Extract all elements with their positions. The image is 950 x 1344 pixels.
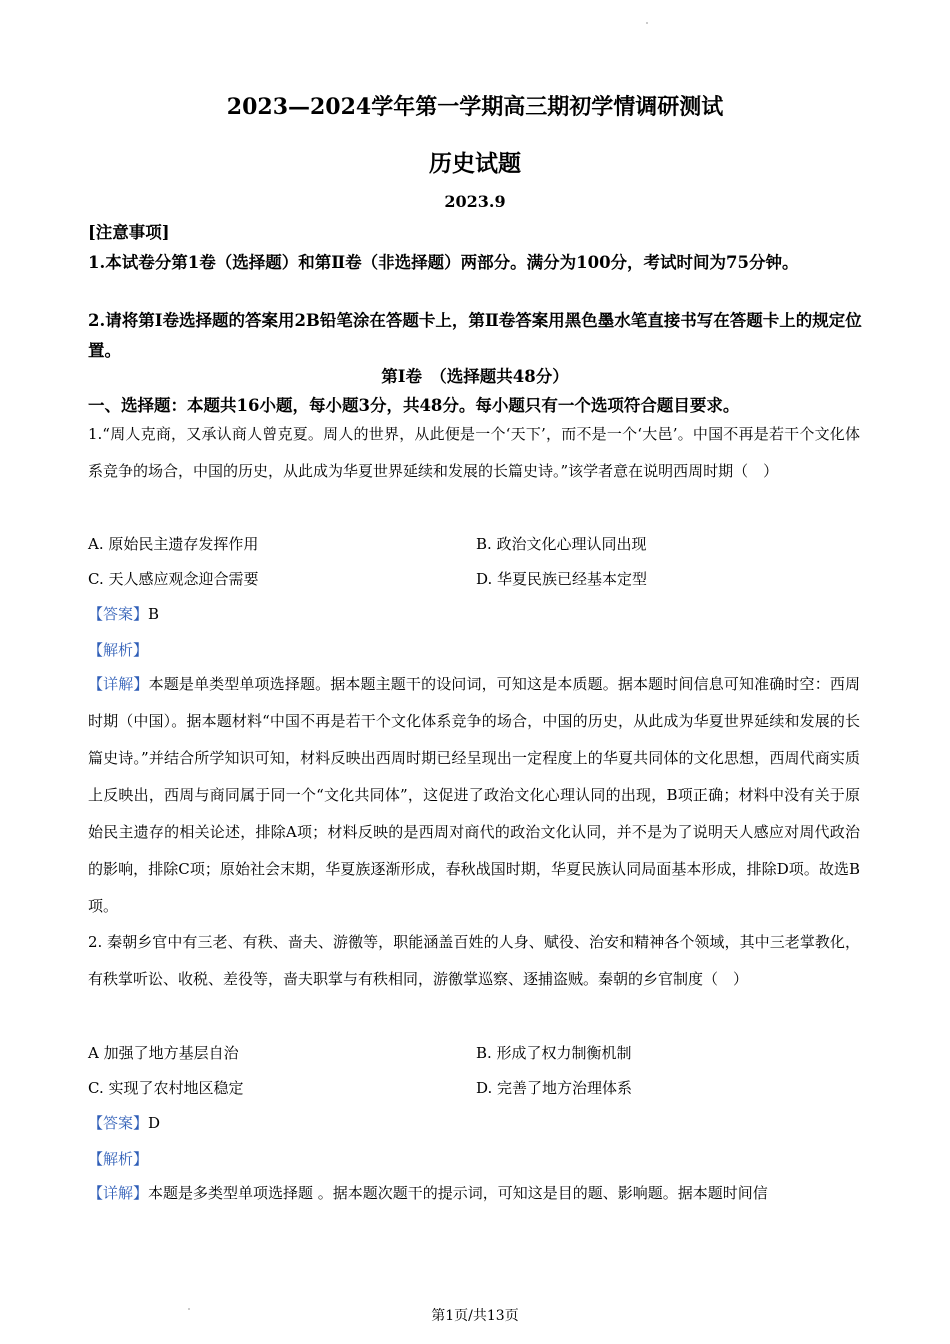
question-1-option-c: C. 天人感应观念迎合需要: [88, 570, 259, 588]
question-1-analysis: [88, 637, 148, 663]
answer-value: B: [148, 605, 160, 623]
question-2-detail: [88, 1175, 860, 1212]
detail-text: 本题是多类型单项选择题 。据本题次题干的提示词，可知这是目的题、影响题。据本题时间信: [148, 1184, 768, 1202]
exam-date: 2023.9: [444, 192, 506, 211]
question-1-option-d: D. 华夏民族已经基本定型: [476, 570, 648, 588]
notes-heading: [注意事项]: [88, 223, 170, 242]
section-instruction: 一、选择题：本题共16小题，每小题3分，共48分。每小题只有一个选项符合题目要求。: [88, 396, 740, 415]
question-1-stem: 1.“周人克商，又承认商人曾克夏。周人的世界，从此便是一个‘天下’，而不是一个‘大邑’。中国不再是若干个文化体系竞争的场合，中国的历史，从此成为华夏世界延续和发展的长篇史诗。”该学者意在说明西周时期（ ）: [88, 425, 860, 480]
detail-label: 【详解】: [88, 1184, 149, 1202]
analysis-label: 【解析】: [88, 641, 149, 659]
exam-title: 2023—2024学年第一学期高三期初学情调研测试: [226, 94, 724, 120]
question-2-option-d: D. 完善了地方治理体系: [476, 1079, 633, 1097]
scan-speck: [646, 22, 648, 24]
answer-label: 【答案】: [88, 1114, 149, 1132]
exam-subject: 历史试题: [429, 150, 521, 177]
question-1-detail: [88, 666, 860, 925]
question-2-answer: [88, 1110, 160, 1136]
section-title: 第Ⅰ卷 （选择题共48分）: [381, 367, 569, 386]
page-number: 第1页/共13页: [431, 1308, 519, 1324]
detail-label: 【详解】: [88, 675, 149, 693]
question-2-analysis: [88, 1146, 148, 1172]
question-2-option-c: C. 实现了农村地区稳定: [88, 1079, 244, 1097]
question-2-stem: 2. 秦朝乡官中有三老、有秩、啬夫、游徼等，职能涵盖百姓的人身、赋役、治安和精神各个领域，其中三老掌教化，有秩掌听讼、收税、差役等，啬夫职掌与有秩相同，游徼掌巡察、逐捕盗贼。秦朝的乡官制度（ ）: [88, 933, 860, 988]
question-1-answer: [88, 601, 159, 627]
question-1-option-b: B. 政治文化心理认同出现: [476, 535, 647, 553]
analysis-label: 【解析】: [88, 1150, 149, 1168]
answer-label: 【答案】: [88, 605, 149, 623]
notes-item-2: 2.请将第Ⅰ卷选择题的答案用2B铅笔涂在答题卡上，第Ⅱ卷答案用黑色墨水笔直接书写在答题卡上的规定位置。: [88, 311, 862, 360]
question-2-option-a: A 加强了地方基层自治: [88, 1044, 239, 1062]
detail-text: 本题是单类型单项选择题。据本题主题干的设问词，可知这是本质题。据本题时间信息可知准确时空：西周时期（中国）。据本题材料“中国不再是若干个文化体系竞争的场合，中国的历史，从此成为华夏世界延续和发展的长篇史诗。”并结合所学知识可知，材料反映出西周时期已经呈现出一定程度上的华夏共同体的文化思想，西周代商实质上反映出，西周与商同属于同一个“文化共同体”，这促进了政治文化心理认同的出现，B项正确；材料中没有关于原始民主遗存的相关论述，排除A项；材料反映的是西周对商代的政治文化认同，并不是为了说明天人感应对周代政治的影响，排除C项；原始社会末期，华夏族逐渐形成，春秋战国时期，华夏民族认同局面基本形成，排除D项。故选B项。: [88, 675, 860, 915]
question-1-option-a: A. 原始民主遗存发挥作用: [88, 535, 259, 553]
answer-value: D: [148, 1114, 161, 1132]
notes-item-1: 1.本试卷分第1卷（选择题）和第Ⅱ卷（非选择题）两部分。满分为100分，考试时间为75分钟。: [88, 253, 799, 272]
question-2-option-b: B. 形成了权力制衡机制: [476, 1044, 632, 1062]
